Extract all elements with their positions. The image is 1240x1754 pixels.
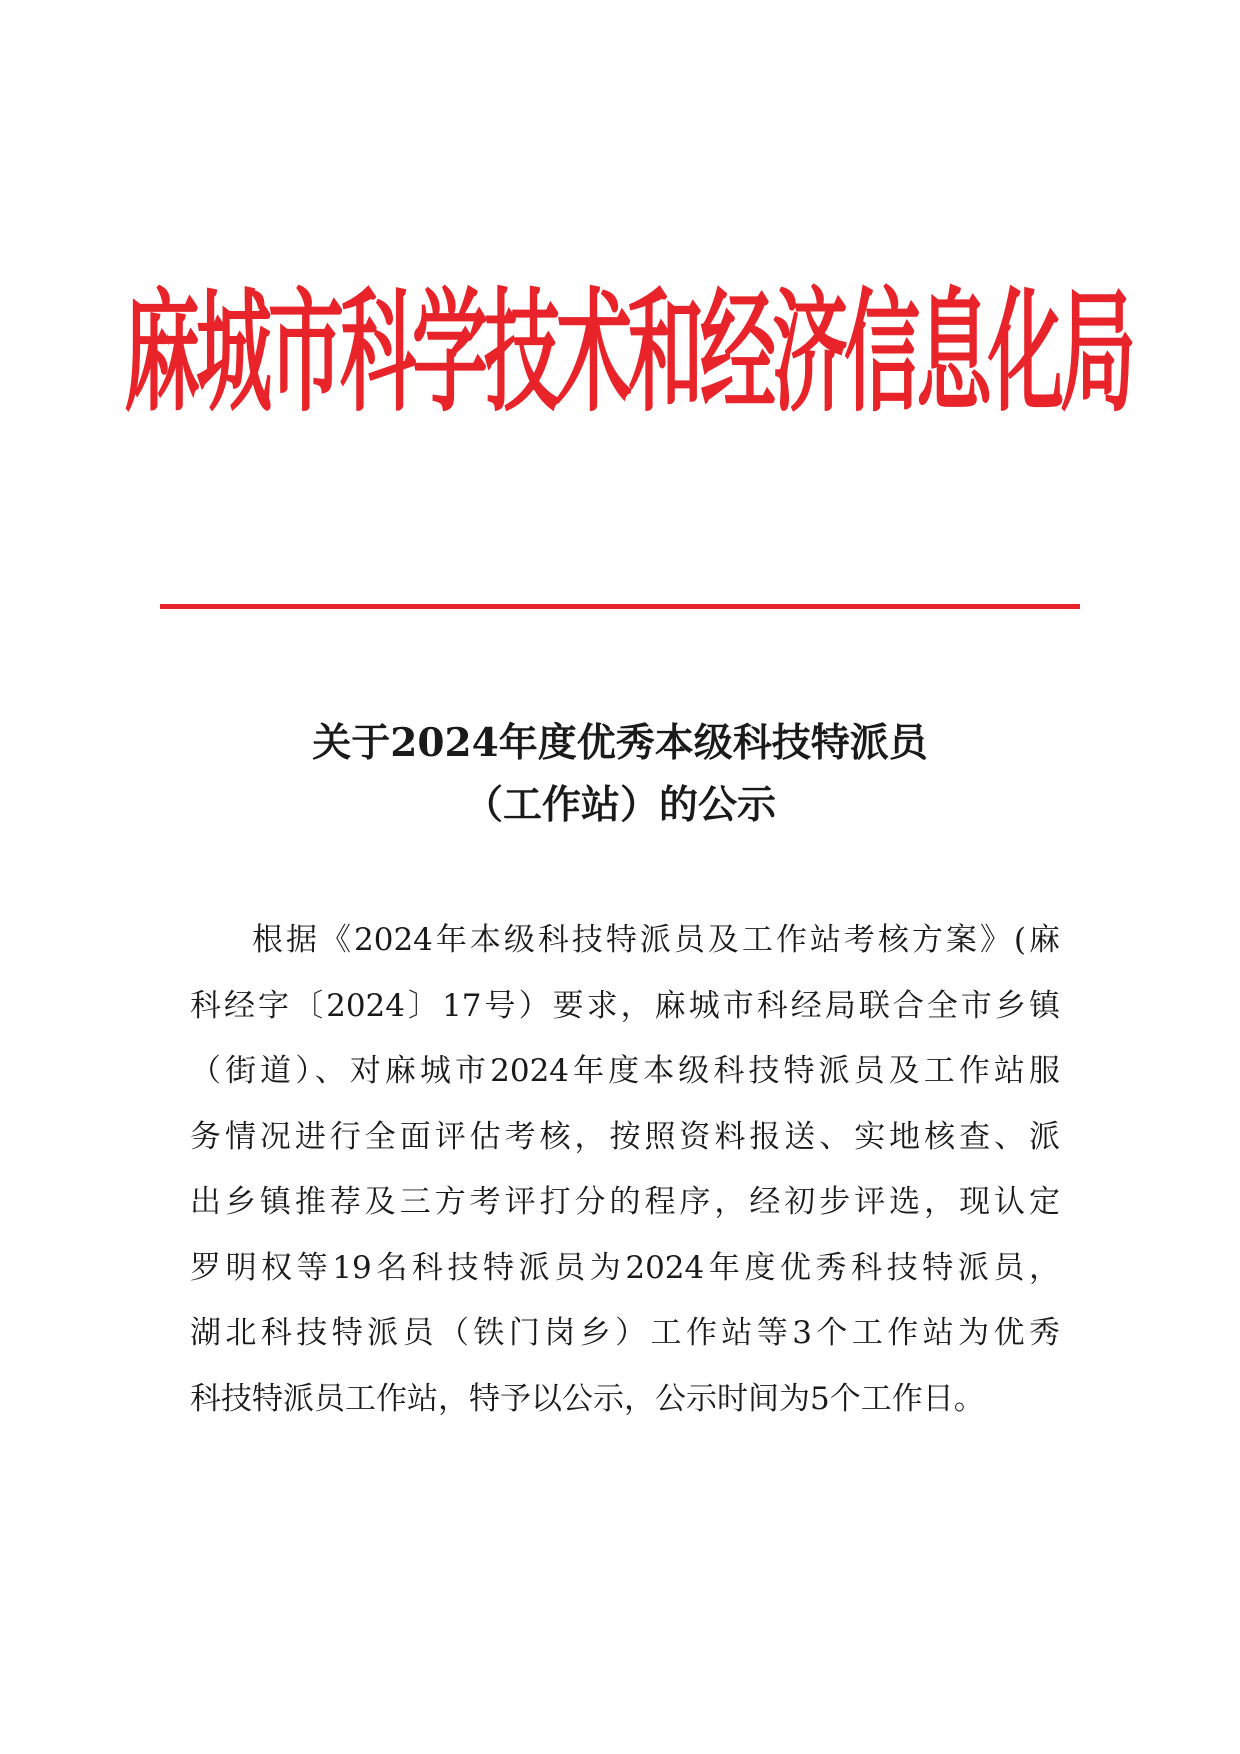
body-line: 湖北科技特派员（铁门岗乡）工作站等3个工作站为优秀 [190,1315,1060,1351]
masthead [124,268,1132,438]
title-line-2: （工作站）的公示 [463,782,776,828]
body-line: （街道）、对麻城市2024年度本级科技特派员及工作站服 [190,1053,1060,1089]
body-line: 科经字〔2024〕17号）要求，麻城市科经局联合全市乡镇 [190,987,1060,1024]
title-line-1: 关于2024年度优秀本级科技特派员 [312,720,928,766]
red-divider-line [160,604,1080,609]
body-line: 出乡镇推荐及三方考评打分的程序，经初步评选，现认定 [190,1184,1060,1220]
body-line: 务情况进行全面评估考核，按照资料报送、实地核查、派 [190,1118,1060,1155]
body-paragraph [190,908,1060,1432]
body-line: 科技特派员工作站，特予以公示，公示时间为5个工作日。 [190,1380,985,1417]
document-title [160,712,1080,836]
body-line: 罗明权等19名科技特派员为2024年度优秀科技特派员， [190,1249,1060,1286]
masthead-org-name: 麻城市科学技术和经济信息化局 [124,274,1132,430]
body-line: 根据《2024年本级科技特派员及工作站考核方案》(麻 [252,922,1060,958]
